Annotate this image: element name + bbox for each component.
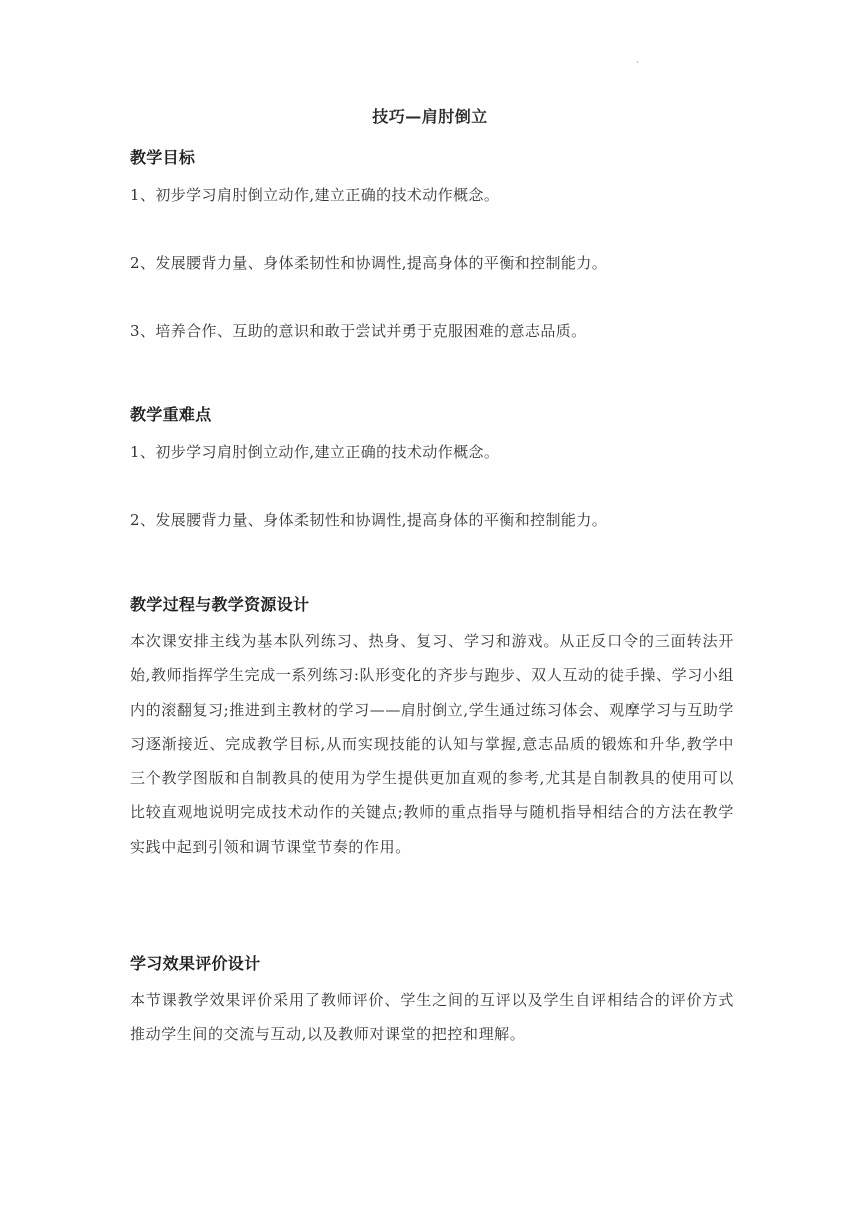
section-heading-process: 教学过程与教学资源设计 <box>130 595 310 614</box>
goal-item: 3、培养合作、互助的意识和敢于尝试并勇于克服困难的意志品质。 <box>130 322 587 340</box>
section-heading-goals: 教学目标 <box>130 148 196 167</box>
goal-item: 2、发展腰背力量、身体柔韧性和协调性,提高身体的平衡和控制能力。 <box>130 254 608 272</box>
key-point-item: 2、发展腰背力量、身体柔韧性和协调性,提高身体的平衡和控制能力。 <box>130 511 608 529</box>
key-point-item: 1、初步学习肩肘倒立动作,建立正确的技术动作概念。 <box>130 443 500 461</box>
evaluation-paragraph: 本节课教学效果评价采用了教师评价、学生之间的互评以及学生自评相结合的评价方式推动学生间的交流与互动,以及教师对课堂的把控和理解。 <box>130 991 734 1044</box>
process-paragraph: 本次课安排主线为基本队列练习、热身、复习、学习和游戏。从正反口令的三面转法开始,教师指挥学生完成一系列练习:队形变化的齐步与跑步、双人互动的徒手操、学习小组内的滚翻复习;推进到主教材的学习——肩肘倒立,学生通过练习体会、观摩学习与互助学习逐渐接近、完成教学目标,从而实现技能的认知与掌握,意志品质的锻炼和升华,教学中三个教学图版和自制教具的使用为学生提供更加直观的参考,尤其是自制教具的使用可以比较直观地说明完成技术动作的关键点;教师的重点指导与随机指导相结合的方法在教学实践中起到引领和调节课堂节奏的作用。 <box>130 632 734 856</box>
section-heading-key-points: 教学重难点 <box>130 405 212 424</box>
goal-item: 1、初步学习肩肘倒立动作,建立正确的技术动作概念。 <box>130 186 500 204</box>
header-mark: · <box>636 58 639 67</box>
document-title: 技巧—肩肘倒立 <box>372 107 488 126</box>
section-heading-evaluation: 学习效果评价设计 <box>130 954 261 973</box>
